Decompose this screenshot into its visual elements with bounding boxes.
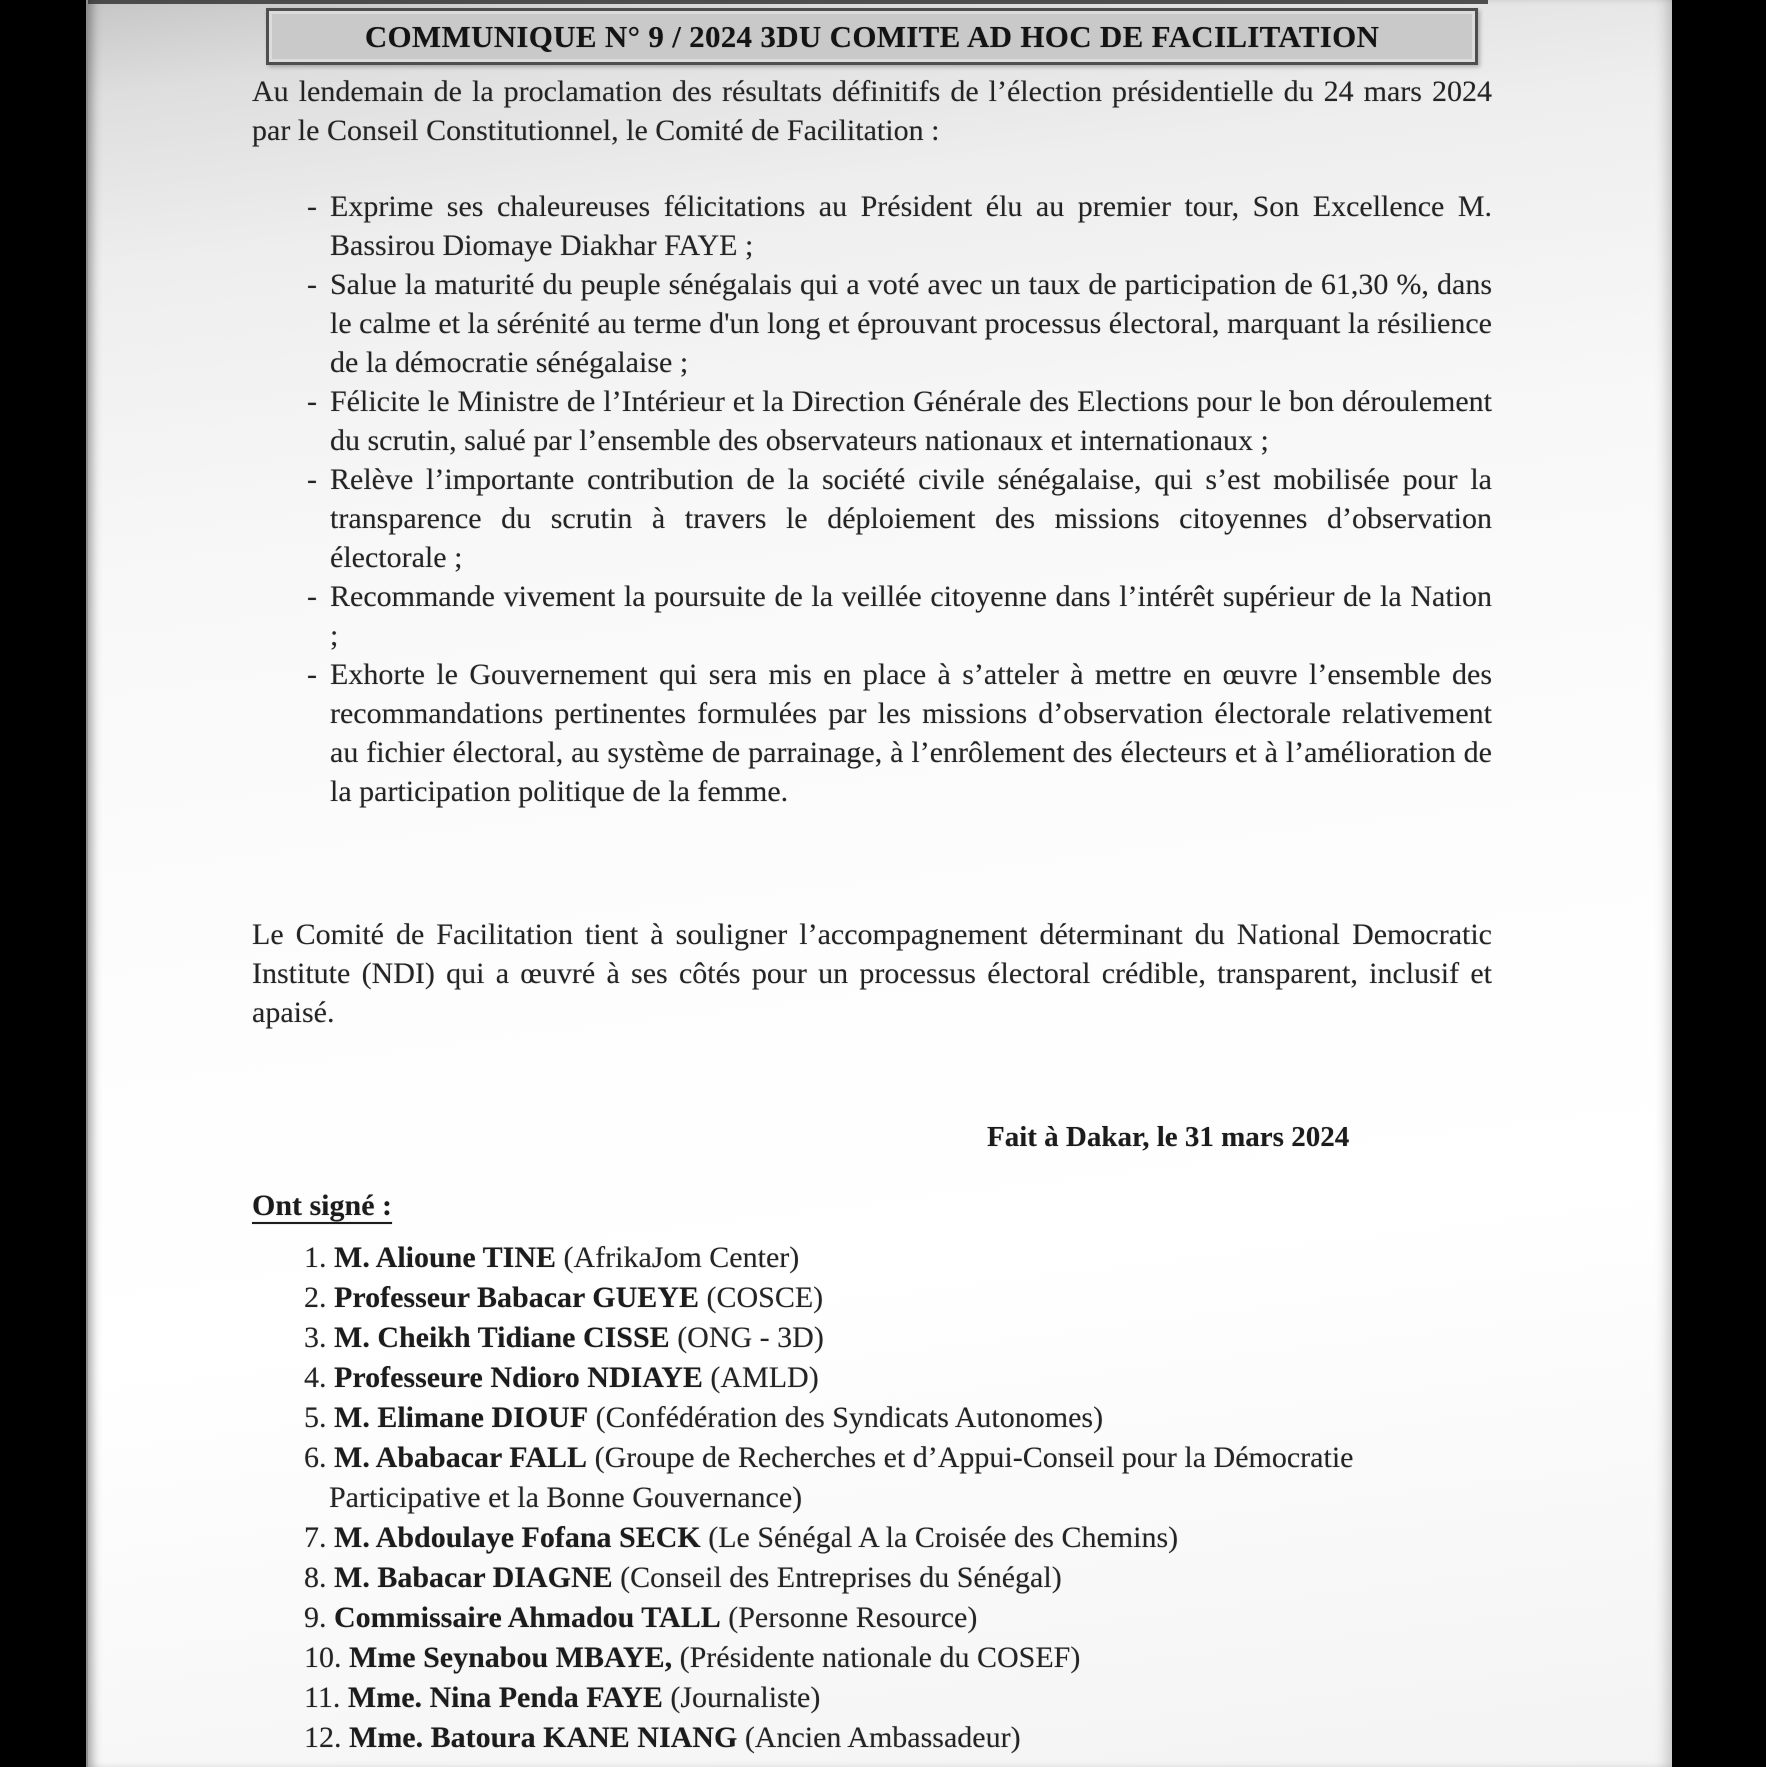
signatory-row [252, 1558, 1492, 1598]
bullet-item [252, 382, 1492, 460]
signatory-number: 8. [304, 1561, 327, 1594]
signatory-org: (Groupe de Recherches et d’Appui-Conseil pour la Démocratie Participative et la Bonne Gouvernance) [329, 1441, 1354, 1514]
signatories-list [252, 1238, 1492, 1758]
signatory-org: (AMLD) [710, 1361, 819, 1394]
bullet-text: Salue la maturité du peuple sénégalais qui a voté avec un taux de participation de 61,30 %, dans le calme et la sérénité au terme d'un long et éprouvant processus électoral, marquant la résilience de la démocratie sénégalaise ; [330, 268, 1492, 379]
signatory-name: M. Babacar DIAGNE [334, 1561, 613, 1594]
signatory-org: (Journaliste) [670, 1681, 821, 1714]
signatory-name: Mme Seynabou MBAYE, [349, 1641, 673, 1674]
dash-marker: - [307, 658, 317, 691]
intro-paragraph: Au lendemain de la proclamation des résultats définitifs de l’élection présidentielle du 24 mars 2024 par le Conseil Constitutionnel, le Comité de Facilitation : [252, 75, 1492, 147]
bullet-text: Exprime ses chaleureuses félicitations au Président élu au premier tour, Son Excellence M. Bassirou Diomaye Diakhar FAYE ; [330, 190, 1492, 262]
signatory-name: M. Ababacar FALL [334, 1441, 588, 1474]
signatory-row [252, 1718, 1492, 1758]
bullet-text: Exhorte le Gouvernement qui sera mis en place à s’atteler à mettre en œuvre l’ensemble des recommandations pertinentes formulées par les missions d’observation électorale relativement au fichier électoral, au système de parrainage, à l’enrôlement des électeurs et à l’amélioration de la participation politique de la femme. [330, 658, 1492, 808]
bullet-text: Recommande vivement la poursuite de la veillée citoyenne dans l’intérêt supérieur de la Nation ; [330, 580, 1492, 652]
closing-paragraph: Le Comité de Facilitation tient à souligner l’accompagnement déterminant du National Democratic Institute (NDI) qui a œuvré à ses côtés pour un processus électoral crédible, transparent, inclusif et apaisé. [252, 918, 1492, 1029]
signatory-number: 9. [304, 1601, 327, 1634]
bullet-list [252, 187, 1492, 811]
dash-marker: - [307, 580, 317, 613]
bullet-item [252, 265, 1492, 382]
document-title: COMMUNIQUE N° 9 / 2024 3DU COMITE AD HOC DE FACILITATION [364, 19, 1380, 54]
signatory-number: 10. [304, 1641, 342, 1674]
dash-marker: - [307, 190, 317, 223]
signatory-row [252, 1358, 1492, 1398]
signatory-row [252, 1438, 1492, 1518]
signatory-row [252, 1318, 1492, 1358]
bullet-item [252, 655, 1492, 811]
signatory-org: (Conseil des Entreprises du Sénégal) [620, 1561, 1062, 1594]
signatory-org: (Présidente nationale du COSEF) [679, 1641, 1081, 1674]
signatory-org: (Ancien Ambassadeur) [744, 1721, 1021, 1754]
signatory-number: 4. [304, 1361, 327, 1394]
dash-marker: - [307, 463, 317, 496]
signatory-org: (Le Sénégal A la Croisée des Chemins) [708, 1521, 1179, 1554]
signatory-name: Professeur Babacar GUEYE [334, 1281, 699, 1314]
signatory-row [252, 1518, 1492, 1558]
signatory-org: (Confédération des Syndicats Autonomes) [595, 1401, 1104, 1434]
signatory-number: 2. [304, 1281, 327, 1314]
signatory-name: M. Alioune TINE [334, 1241, 556, 1274]
signatory-row [252, 1278, 1492, 1318]
signatory-name: M. Cheikh Tidiane CISSE [334, 1321, 670, 1354]
document-content [252, 0, 1492, 1767]
bullet-item [252, 187, 1492, 265]
signatory-name: M. Abdoulaye Fofana SECK [334, 1521, 701, 1554]
signatory-row [252, 1598, 1492, 1638]
signatory-name: Professeure Ndioro NDIAYE [334, 1361, 703, 1394]
signatory-org: (COSCE) [706, 1281, 824, 1314]
signatory-name: Mme. Nina Penda FAYE [347, 1681, 663, 1714]
signatory-name: Mme. Batoura KANE NIANG [349, 1721, 738, 1754]
document-page [86, 0, 1672, 1767]
signatory-row [252, 1398, 1492, 1438]
signed-heading: Ont signé : [252, 1189, 393, 1222]
signatory-org: (ONG - 3D) [677, 1321, 824, 1354]
signatory-row [252, 1638, 1492, 1678]
dash-marker: - [307, 385, 317, 418]
signatory-row [252, 1238, 1492, 1278]
signatory-number: 6. [304, 1441, 327, 1474]
signatory-name: M. Elimane DIOUF [334, 1401, 589, 1434]
title-box [266, 8, 1478, 65]
signatory-row [252, 1678, 1492, 1718]
signatory-org: (AfrikaJom Center) [563, 1241, 800, 1274]
bullet-text: Félicite le Ministre de l’Intérieur et la Direction Générale des Elections pour le bon déroulement du scrutin, salué par l’ensemble des observateurs nationaux et internationaux ; [330, 385, 1492, 457]
signatory-number: 3. [304, 1321, 327, 1354]
signatory-name: Commissaire Ahmadou TALL [334, 1601, 721, 1634]
signatory-number: 5. [304, 1401, 327, 1434]
signatory-org: (Personne Resource) [728, 1601, 978, 1634]
bullet-item [252, 577, 1492, 655]
signatory-number: 11. [304, 1681, 341, 1714]
dash-marker: - [307, 268, 317, 301]
bullet-item [252, 460, 1492, 577]
signatory-number: 12. [304, 1721, 342, 1754]
bullet-text: Relève l’importante contribution de la société civile sénégalaise, qui s’est mobilisée pour la transparence du scrutin à travers le déploiement des missions citoyennes d’observation électorale ; [330, 463, 1492, 574]
dateline: Fait à Dakar, le 31 mars 2024 [987, 1121, 1350, 1153]
signatory-number: 1. [304, 1241, 327, 1274]
signatory-number: 7. [304, 1521, 327, 1554]
